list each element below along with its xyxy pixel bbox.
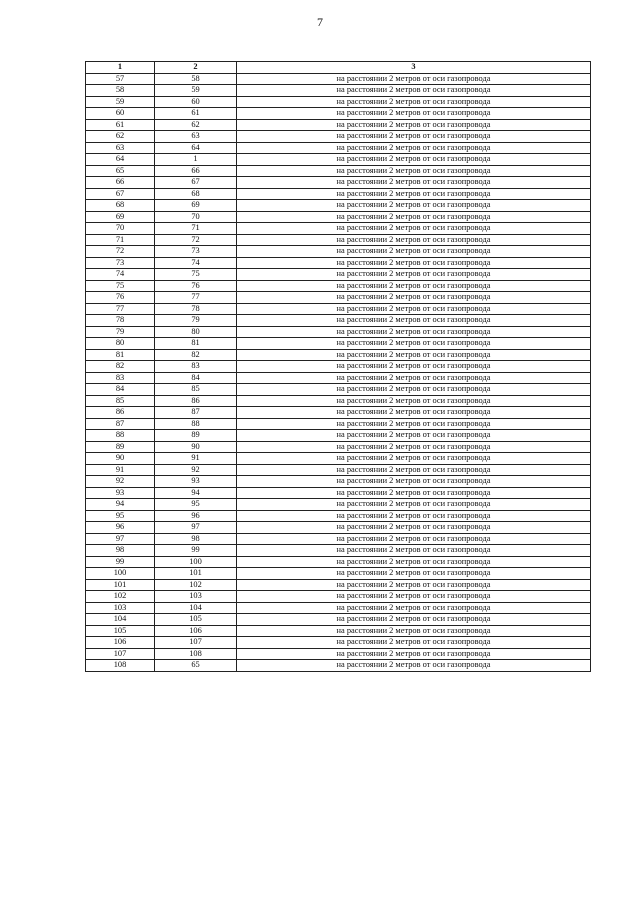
point-from-cell: 69 <box>86 211 155 223</box>
point-to-cell: 99 <box>155 545 237 557</box>
point-to-cell: 73 <box>155 246 237 258</box>
point-to-cell: 72 <box>155 234 237 246</box>
description-cell: на расстоянии 2 метров от оси газопровода <box>237 418 591 430</box>
point-from-cell: 68 <box>86 200 155 212</box>
point-to-cell: 91 <box>155 453 237 465</box>
table-row <box>86 96 591 108</box>
description-cell: на расстоянии 2 метров от оси газопровода <box>237 568 591 580</box>
table-row <box>86 200 591 212</box>
description-cell: на расстоянии 2 метров от оси газопровода <box>237 85 591 97</box>
description-cell: на расстоянии 2 метров от оси газопровода <box>237 223 591 235</box>
table-row <box>86 614 591 626</box>
table-row <box>86 430 591 442</box>
table-row <box>86 660 591 672</box>
point-from-cell: 76 <box>86 292 155 304</box>
description-cell: на расстоянии 2 метров от оси газопровода <box>237 200 591 212</box>
point-from-cell: 90 <box>86 453 155 465</box>
point-to-cell: 1 <box>155 154 237 166</box>
table-row <box>86 522 591 534</box>
table-row <box>86 165 591 177</box>
point-from-cell: 62 <box>86 131 155 143</box>
table-row <box>86 648 591 660</box>
point-from-cell: 71 <box>86 234 155 246</box>
description-cell: на расстоянии 2 метров от оси газопровода <box>237 349 591 361</box>
point-from-cell: 108 <box>86 660 155 672</box>
point-to-cell: 80 <box>155 326 237 338</box>
point-from-cell: 63 <box>86 142 155 154</box>
point-to-cell: 61 <box>155 108 237 120</box>
description-cell: на расстоянии 2 метров от оси газопровода <box>237 579 591 591</box>
description-cell: на расстоянии 2 метров от оси газопровода <box>237 533 591 545</box>
description-cell: на расстоянии 2 метров от оси газопровода <box>237 384 591 396</box>
description-cell: на расстоянии 2 метров от оси газопровода <box>237 510 591 522</box>
description-cell: на расстоянии 2 метров от оси газопровода <box>237 154 591 166</box>
table-row <box>86 188 591 200</box>
description-cell: на расстоянии 2 метров от оси газопровода <box>237 188 591 200</box>
point-to-cell: 64 <box>155 142 237 154</box>
point-to-cell: 92 <box>155 464 237 476</box>
table-row <box>86 131 591 143</box>
table-header-row <box>86 62 591 74</box>
description-cell: на расстоянии 2 метров от оси газопровода <box>237 246 591 258</box>
point-to-cell: 68 <box>155 188 237 200</box>
point-from-cell: 94 <box>86 499 155 511</box>
description-cell: на расстоянии 2 метров от оси газопровода <box>237 453 591 465</box>
description-cell: на расстоянии 2 метров от оси газопровода <box>237 522 591 534</box>
table-row <box>86 418 591 430</box>
description-cell: на расстоянии 2 метров от оси газопровода <box>237 73 591 85</box>
point-from-cell: 57 <box>86 73 155 85</box>
table-row <box>86 234 591 246</box>
point-from-cell: 84 <box>86 384 155 396</box>
table-row <box>86 487 591 499</box>
point-from-cell: 80 <box>86 338 155 350</box>
table-row <box>86 568 591 580</box>
table-row <box>86 579 591 591</box>
table-row <box>86 303 591 315</box>
description-cell: на расстоянии 2 метров от оси газопровода <box>237 660 591 672</box>
point-from-cell: 61 <box>86 119 155 131</box>
point-to-cell: 101 <box>155 568 237 580</box>
description-cell: на расстоянии 2 метров от оси газопровода <box>237 96 591 108</box>
description-cell: на расстоянии 2 метров от оси газопровода <box>237 177 591 189</box>
table-row <box>86 533 591 545</box>
point-from-cell: 88 <box>86 430 155 442</box>
table-row <box>86 73 591 85</box>
table-row <box>86 326 591 338</box>
description-cell: на расстоянии 2 метров от оси газопровода <box>237 315 591 327</box>
point-from-cell: 74 <box>86 269 155 281</box>
description-cell: на расстоянии 2 метров от оси газопровода <box>237 591 591 603</box>
point-to-cell: 70 <box>155 211 237 223</box>
table-row <box>86 108 591 120</box>
point-from-cell: 85 <box>86 395 155 407</box>
table-row <box>86 315 591 327</box>
point-from-cell: 75 <box>86 280 155 292</box>
table-row <box>86 591 591 603</box>
description-cell: на расстоянии 2 метров от оси газопровода <box>237 280 591 292</box>
point-from-cell: 66 <box>86 177 155 189</box>
point-from-cell: 103 <box>86 602 155 614</box>
description-cell: на расстоянии 2 метров от оси газопровода <box>237 545 591 557</box>
point-from-cell: 65 <box>86 165 155 177</box>
table-row <box>86 372 591 384</box>
point-from-cell: 59 <box>86 96 155 108</box>
point-to-cell: 66 <box>155 165 237 177</box>
description-cell: на расстоянии 2 метров от оси газопровода <box>237 326 591 338</box>
description-cell: на расстоянии 2 метров от оси газопровода <box>237 625 591 637</box>
point-to-cell: 82 <box>155 349 237 361</box>
description-cell: на расстоянии 2 метров от оси газопровода <box>237 556 591 568</box>
point-from-cell: 82 <box>86 361 155 373</box>
description-cell: на расстоянии 2 метров от оси газопровода <box>237 142 591 154</box>
description-cell: на расстоянии 2 метров от оси газопровода <box>237 614 591 626</box>
table-row <box>86 177 591 189</box>
point-to-cell: 105 <box>155 614 237 626</box>
table-row <box>86 395 591 407</box>
table-row <box>86 119 591 131</box>
point-from-cell: 98 <box>86 545 155 557</box>
point-to-cell: 78 <box>155 303 237 315</box>
table-row <box>86 257 591 269</box>
table-row <box>86 338 591 350</box>
point-to-cell: 79 <box>155 315 237 327</box>
table-row <box>86 142 591 154</box>
point-to-cell: 67 <box>155 177 237 189</box>
point-from-cell: 86 <box>86 407 155 419</box>
point-to-cell: 83 <box>155 361 237 373</box>
table-row <box>86 246 591 258</box>
table-row <box>86 602 591 614</box>
table-body <box>86 73 591 671</box>
point-from-cell: 101 <box>86 579 155 591</box>
table-row <box>86 464 591 476</box>
column-header-1: 1 <box>86 62 155 74</box>
description-cell: на расстоянии 2 метров от оси газопровода <box>237 476 591 488</box>
table-row <box>86 154 591 166</box>
point-to-cell: 77 <box>155 292 237 304</box>
table-row <box>86 211 591 223</box>
point-to-cell: 107 <box>155 637 237 649</box>
description-cell: на расстоянии 2 метров от оси газопровода <box>237 648 591 660</box>
point-to-cell: 58 <box>155 73 237 85</box>
point-from-cell: 73 <box>86 257 155 269</box>
point-to-cell: 97 <box>155 522 237 534</box>
point-from-cell: 104 <box>86 614 155 626</box>
table-row <box>86 637 591 649</box>
description-cell: на расстоянии 2 метров от оси газопровода <box>237 441 591 453</box>
description-cell: на расстоянии 2 метров от оси газопровода <box>237 211 591 223</box>
table-row <box>86 545 591 557</box>
point-from-cell: 100 <box>86 568 155 580</box>
point-from-cell: 102 <box>86 591 155 603</box>
point-to-cell: 94 <box>155 487 237 499</box>
point-from-cell: 58 <box>86 85 155 97</box>
point-from-cell: 89 <box>86 441 155 453</box>
point-to-cell: 98 <box>155 533 237 545</box>
description-cell: на расстоянии 2 метров от оси газопровода <box>237 338 591 350</box>
point-to-cell: 102 <box>155 579 237 591</box>
point-from-cell: 96 <box>86 522 155 534</box>
description-cell: на расстоянии 2 метров от оси газопровода <box>237 234 591 246</box>
description-cell: на расстоянии 2 метров от оси газопровода <box>237 257 591 269</box>
point-to-cell: 74 <box>155 257 237 269</box>
point-to-cell: 81 <box>155 338 237 350</box>
table-row <box>86 223 591 235</box>
point-from-cell: 81 <box>86 349 155 361</box>
boundary-table <box>85 61 591 672</box>
point-from-cell: 67 <box>86 188 155 200</box>
point-to-cell: 84 <box>155 372 237 384</box>
point-to-cell: 65 <box>155 660 237 672</box>
description-cell: на расстоянии 2 метров от оси газопровода <box>237 487 591 499</box>
point-from-cell: 106 <box>86 637 155 649</box>
table-row <box>86 384 591 396</box>
table-row <box>86 510 591 522</box>
point-from-cell: 70 <box>86 223 155 235</box>
page-number: 7 <box>317 15 323 29</box>
point-to-cell: 100 <box>155 556 237 568</box>
point-to-cell: 59 <box>155 85 237 97</box>
description-cell: на расстоянии 2 метров от оси газопровода <box>237 361 591 373</box>
description-cell: на расстоянии 2 метров от оси газопровода <box>237 464 591 476</box>
point-to-cell: 75 <box>155 269 237 281</box>
point-to-cell: 86 <box>155 395 237 407</box>
point-to-cell: 93 <box>155 476 237 488</box>
point-from-cell: 93 <box>86 487 155 499</box>
column-header-3: 3 <box>237 62 591 74</box>
table-row <box>86 407 591 419</box>
point-from-cell: 107 <box>86 648 155 660</box>
table-row <box>86 453 591 465</box>
description-cell: на расстоянии 2 метров от оси газопровода <box>237 430 591 442</box>
point-from-cell: 60 <box>86 108 155 120</box>
description-cell: на расстоянии 2 метров от оси газопровода <box>237 499 591 511</box>
point-to-cell: 69 <box>155 200 237 212</box>
description-cell: на расстоянии 2 метров от оси газопровода <box>237 165 591 177</box>
table-row <box>86 499 591 511</box>
point-from-cell: 97 <box>86 533 155 545</box>
description-cell: на расстоянии 2 метров от оси газопровода <box>237 269 591 281</box>
description-cell: на расстоянии 2 метров от оси газопровода <box>237 108 591 120</box>
table-row <box>86 280 591 292</box>
table-row <box>86 361 591 373</box>
point-from-cell: 95 <box>86 510 155 522</box>
point-to-cell: 71 <box>155 223 237 235</box>
point-from-cell: 72 <box>86 246 155 258</box>
description-cell: на расстоянии 2 метров от оси газопровода <box>237 303 591 315</box>
point-to-cell: 60 <box>155 96 237 108</box>
point-to-cell: 87 <box>155 407 237 419</box>
table-row <box>86 349 591 361</box>
description-cell: на расстоянии 2 метров от оси газопровода <box>237 602 591 614</box>
description-cell: на расстоянии 2 метров от оси газопровода <box>237 131 591 143</box>
point-to-cell: 108 <box>155 648 237 660</box>
point-to-cell: 104 <box>155 602 237 614</box>
description-cell: на расстоянии 2 метров от оси газопровода <box>237 637 591 649</box>
description-cell: на расстоянии 2 метров от оси газопровода <box>237 407 591 419</box>
description-cell: на расстоянии 2 метров от оси газопровода <box>237 292 591 304</box>
point-from-cell: 87 <box>86 418 155 430</box>
point-to-cell: 106 <box>155 625 237 637</box>
point-from-cell: 78 <box>86 315 155 327</box>
point-from-cell: 91 <box>86 464 155 476</box>
point-from-cell: 83 <box>86 372 155 384</box>
table-row <box>86 476 591 488</box>
point-from-cell: 99 <box>86 556 155 568</box>
description-cell: на расстоянии 2 метров от оси газопровода <box>237 119 591 131</box>
point-to-cell: 103 <box>155 591 237 603</box>
point-to-cell: 89 <box>155 430 237 442</box>
table-row <box>86 85 591 97</box>
point-to-cell: 85 <box>155 384 237 396</box>
description-cell: на расстоянии 2 метров от оси газопровода <box>237 395 591 407</box>
point-to-cell: 76 <box>155 280 237 292</box>
column-header-2: 2 <box>155 62 237 74</box>
point-to-cell: 96 <box>155 510 237 522</box>
point-from-cell: 105 <box>86 625 155 637</box>
table-row <box>86 556 591 568</box>
description-cell: на расстоянии 2 метров от оси газопровода <box>237 372 591 384</box>
point-from-cell: 92 <box>86 476 155 488</box>
point-to-cell: 88 <box>155 418 237 430</box>
point-to-cell: 95 <box>155 499 237 511</box>
point-from-cell: 77 <box>86 303 155 315</box>
table-row <box>86 441 591 453</box>
table-row <box>86 292 591 304</box>
point-to-cell: 63 <box>155 131 237 143</box>
point-from-cell: 64 <box>86 154 155 166</box>
table-row <box>86 625 591 637</box>
point-from-cell: 79 <box>86 326 155 338</box>
point-to-cell: 90 <box>155 441 237 453</box>
point-to-cell: 62 <box>155 119 237 131</box>
table-row <box>86 269 591 281</box>
